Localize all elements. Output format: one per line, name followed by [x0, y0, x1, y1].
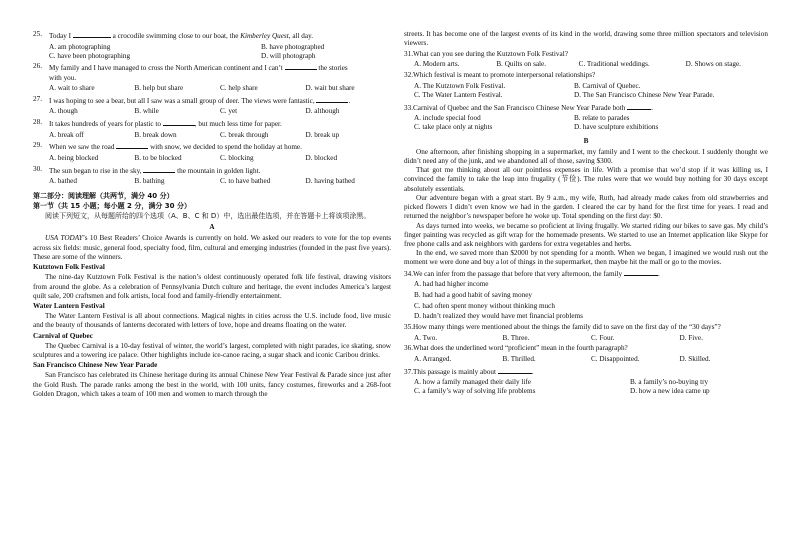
answer-blank	[627, 102, 651, 110]
answer-blank	[285, 62, 317, 70]
options-28: A. break off B. break down C. break through D. break up	[49, 130, 340, 139]
left-column	[33, 30, 391, 399]
answer-blank	[624, 268, 658, 276]
question-32: 32.Which festival is meant to promote interpersonal relationships?	[404, 71, 596, 80]
question-31: 31.What can you see during the Kutztown Folk Festival?	[404, 49, 568, 58]
event-heading: San Francisco Chinese New Year Parade	[33, 361, 158, 370]
answer-blank	[73, 30, 111, 38]
section-subtitle: 第一节（共 15 小题；每小题 2 分，满分 30 分）	[33, 202, 191, 211]
answer-blank	[498, 366, 532, 374]
answer-blank	[316, 95, 348, 103]
passage-b-paragraph: In the end, we saved more than $2000 by not spending for a month. When we began, I imagined we would rush out the moment we were done and buy a lot of things in the supermarket, then maybe hit the mall or go to the movies.	[404, 249, 768, 267]
question-34: 34.We can infer from the passage that before that very afternoon, the family .	[404, 269, 660, 278]
event-text: The Quebec Carnival is a 10-day festival of winter, the world’s largest, completed with night parades, ice skating, snow sculptures and a towering ice palace. Other highlights include ice-canoe racing, a sugar shack and iconic Caribou drinks.	[33, 341, 391, 360]
question-35: 35.How many things were mentioned about the things the family did to save on the first day of the “30 days”?	[404, 323, 721, 332]
event-heading: Carnival of Quebec	[33, 331, 93, 340]
option: B. had had a good habit of saving money	[414, 290, 532, 299]
answer-blank	[163, 118, 195, 126]
event-text: The nine-day Kutztown Folk Festival is the nation’s oldest continuously operated folk life festival, drawing visitors from around the globe. As a celebration of Pennsylvania Dutch culture and heritage, the event includes America’s largest quilt sale, 200 craftsmen and folk artists, local food and family-friendly entertainment.	[33, 273, 391, 300]
option: D. hadn’t realized they would have met financial problems	[414, 312, 583, 321]
passage-b-paragraph: As days turned into weeks, we became so proficient at living frugally. We started riding our bikes to save gas. My child’s finger painting was recycled as gift wrap for the homemade presents. We started to use an Internet application like Skype for free phone calls and ask neighbors with gardens for extra vegetables and herbs.	[404, 221, 768, 248]
question-28: 28. It takes hundreds of years for plastic to , but much less time for paper.	[33, 118, 282, 129]
event-text: San Francisco has celebrated its Chinese heritage during its annual Chinese New Year Festival & Parade since just after the Gold Rush. The parade ranks among the best in the world, with 100 units, fancy costumes, fireworks and a 268-foot Golden Dragon, which takes a team of 100 men and women to march through the	[33, 371, 391, 398]
passage-b-paragraph: One afternoon, after finishing shopping in a supermarket, my family and I went to the checkout. I suddenly thought we didn’t need any of the junk, and we abandoned all of those, saving $300.	[404, 147, 768, 166]
right-column	[404, 30, 768, 396]
passage-a-label: A	[209, 223, 215, 232]
options-25: A. am photographing B. have photographed C. have been photographing D. will photograph	[49, 42, 325, 60]
answer-blank	[143, 165, 175, 173]
question-29: 29. When we saw the road with snow, we decided to spend the holiday at home.	[33, 141, 302, 152]
question-26: 26. My family and I have managed to cross the North American continent and I can’t the stories with you.	[33, 62, 348, 82]
options-29: A. being blocked B. to be blocked C. blocking D. blocked	[49, 153, 338, 162]
options-35: A. Two. B. Three. C. Four. D. Five.	[414, 333, 703, 342]
passage-a-intro: USA TODAY’s 10 Best Readers’ Choice Awards is currently on hold. We asked our readers to vote for the top events across six fields: music, general food, specialty food, film, cultural and emerging industries (founded in the past five years). These are some of the winners.	[33, 234, 391, 261]
options-31: A. Modern arts. B. Quilts on sale. C. Traditional weddings. D. Shows on stage.	[414, 60, 741, 69]
question-36: 36.What does the underlined word “proficient” mean in the fourth paragraph?	[404, 344, 628, 353]
options-33: A. include special food B. relate to parades C. take place only at nights D. have sculpture exhibitions	[414, 114, 659, 132]
option: C. had often spent money without thinking much	[414, 301, 555, 310]
options-27: A. though B. while C. yet D. although	[49, 107, 340, 116]
passage-b-paragraph: That got me thinking about all our pointless expenses in life. With a promise that we’d stop if it was killing us, I convinced the family to take the leap into frugality (节俭). The rules were that we would buy nothing for 30 days except absolutely essentials.	[404, 166, 768, 193]
options-26: A. wait to share B. help but share C. help share D. wait but share	[49, 84, 355, 93]
section-title: 第二部分：阅读理解（共两节，满分 40 分）	[33, 192, 174, 201]
passage-b-label: B	[583, 136, 589, 145]
option: A. had had higher income	[414, 280, 489, 289]
question-33: 33.Carnival of Quebec and the San Francisco Chinese New Year Parade both .	[404, 103, 653, 112]
question-25: 25. Today I a crocodile swimming close to our boat, the Kimberley Quest, all day.	[33, 30, 314, 40]
event-heading: Kutztown Folk Festival	[33, 263, 105, 272]
options-36: A. Arranged. B. Thrilled. C. Disappointed. D. Skilled.	[414, 354, 711, 363]
answer-blank	[116, 141, 148, 149]
options-32: A. The Kutztown Folk Festival. B. Carnival of Quebec. C. The Water Lantern Festival. D. The San Francisco Chinese New Year Parade.	[414, 81, 715, 99]
question-37: 37.This passage is mainly about .	[404, 367, 534, 376]
question-27: 27. I was hoping to see a bear, but all I saw was a small group of deer. The views were fantastic, .	[33, 94, 351, 105]
passage-a-continued: streets. It has become one of the largest events of its kind in the world, drawing some three million spectators and television viewers.	[404, 30, 768, 48]
event-text: The Water Lantern Festival is all about connections. Magical nights in cities across the U.S. include food, live music and the beauty of thousands of lanterns decorated with letters of love, hope and dreams floating on the water.	[33, 312, 391, 330]
section-instructions: 阅读下列短文，从每题所给的四个选项（A、B、C 和 D）中，选出最佳选项，并在答题卡上将该项涂黑。	[45, 212, 371, 221]
options-37: A. how a family managed their daily life B. a family’s no-buying try C. a family’s way of solving life problems D. how a new idea came up	[414, 378, 710, 396]
question-30: 30. The sun began to rise in the sky, the mountain in golden light.	[33, 164, 261, 175]
passage-b-paragraph: Our adventure began with a great start. By 9 a.m., my wife, Ruth, had already made cakes from old strawberries and picked flowers I didn’t even know we had in the garden. I cleared the car by hand for the first time for years. I read and returned the neighbor’s newspaper before he woke up. Total spending on the first day: $0.	[404, 193, 768, 221]
options-30: A. bathed B. bathing C. to have bathed D. having bathed	[49, 177, 355, 186]
event-heading: Water Lantern Festival	[33, 301, 105, 310]
